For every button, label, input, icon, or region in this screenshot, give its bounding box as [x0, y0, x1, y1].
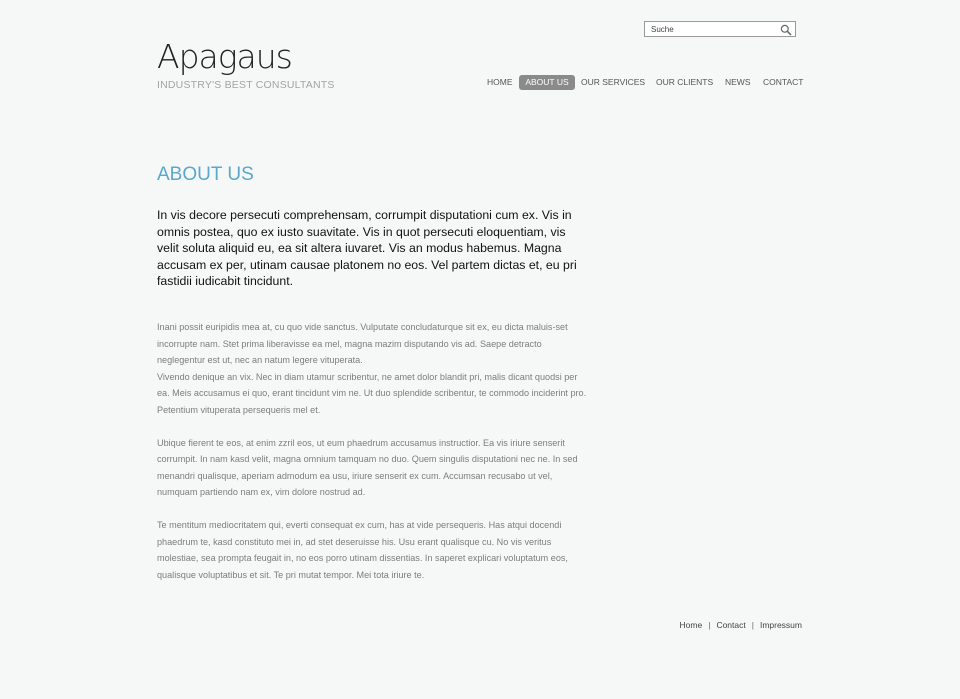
nav-item-news[interactable]: NEWS: [725, 77, 751, 87]
body-paragraph: Vivendo denique an vix. Nec in diam utamur scribentur, ne amet dolor blandit pri, malis dicant quodsi per ea. Meis accusamus ei quo, erant tincidunt vim ne. Ut duo splendide scribentur, te commodo inciderint pro. Petentium vituperata persequeris mel et.: [157, 371, 587, 415]
body-paragraph: Ubique fierent te eos, at enim zzril eos, ut eum phaedrum accusamus instructior. Ea vis iriure senserit corrumpit. In nam kasd velit, magna omnium tamquam no duo. Quem singulis disputationi nec ne. In sed menandri qualisque, aperiam admodum ea usu, iriure senserit ex cum. Accumsan recusabo ut vel, numquam partiendo nam ex, vim dolore nostrud ad.: [157, 437, 578, 497]
body-paragraph: Te mentitum mediocritatem qui, everti consequat ex cum, has at vide persequeris. Has atqui docendi phaedrum te, kasd constituto mei in, ad stet deseruisse his. Usu erant qualisque cu. No vis veritus molestiae, sea prompta feugait in, no eos porro utinam dissentias. In saperet explicari voluptatum eos, qualisque voluptatibus et sit. Te pri mutat tempor. Mei tota iriure te.: [157, 520, 568, 580]
body-text: [157, 319, 589, 583]
nav-item-about-us[interactable]: ABOUT US: [519, 75, 575, 90]
nav-item-home[interactable]: HOME: [487, 77, 513, 87]
footer-link-impressum[interactable]: Impressum: [759, 620, 802, 630]
logo-tagline: INDUSTRY'S BEST CONSULTANTS: [157, 79, 335, 91]
body-paragraph: Inani possit euripidis mea at, cu quo vide sanctus. Vulputate concludaturque sit ex, eu dicta maluis-set incorrupte nam. Stet prima liberavisse ea mel, magna mazim disputando vis ad. Saepe detracto neglegentur est ut, nec an natum legere vituperata.: [157, 322, 568, 365]
footer-link-contact[interactable]: Contact: [716, 620, 746, 630]
footer-separator: |: [708, 620, 711, 630]
nav-item-our-services[interactable]: OUR SERVICES: [581, 77, 646, 87]
search-input[interactable]: [645, 22, 779, 36]
footer-separator: |: [751, 620, 754, 630]
page-title: ABOUT US: [157, 164, 254, 185]
lead-paragraph: In vis decore persecuti comprehensam, corrumpit disputationi cum ex. Vis in omnis postea, quo ex iusto suavitate. Vis in quot persecuti eloquentiam, vis velit soluta aliquid eu, ea sit altera iuvaret. Vis an modus habemus. Magna accusam ex per, utinam causae platonem no eos. Vel partem dictas et, eu pri fastidii iudicabit tincidunt.: [157, 208, 577, 289]
nav-item-our-clients[interactable]: OUR CLIENTS: [656, 77, 714, 87]
footer-link-home[interactable]: Home: [679, 620, 703, 630]
logo-title[interactable]: Apagaus: [157, 37, 292, 76]
search-box: [644, 21, 796, 37]
search-icon[interactable]: [780, 23, 792, 35]
nav-item-contact[interactable]: CONTACT: [763, 77, 804, 87]
footer-links: [680, 619, 802, 631]
